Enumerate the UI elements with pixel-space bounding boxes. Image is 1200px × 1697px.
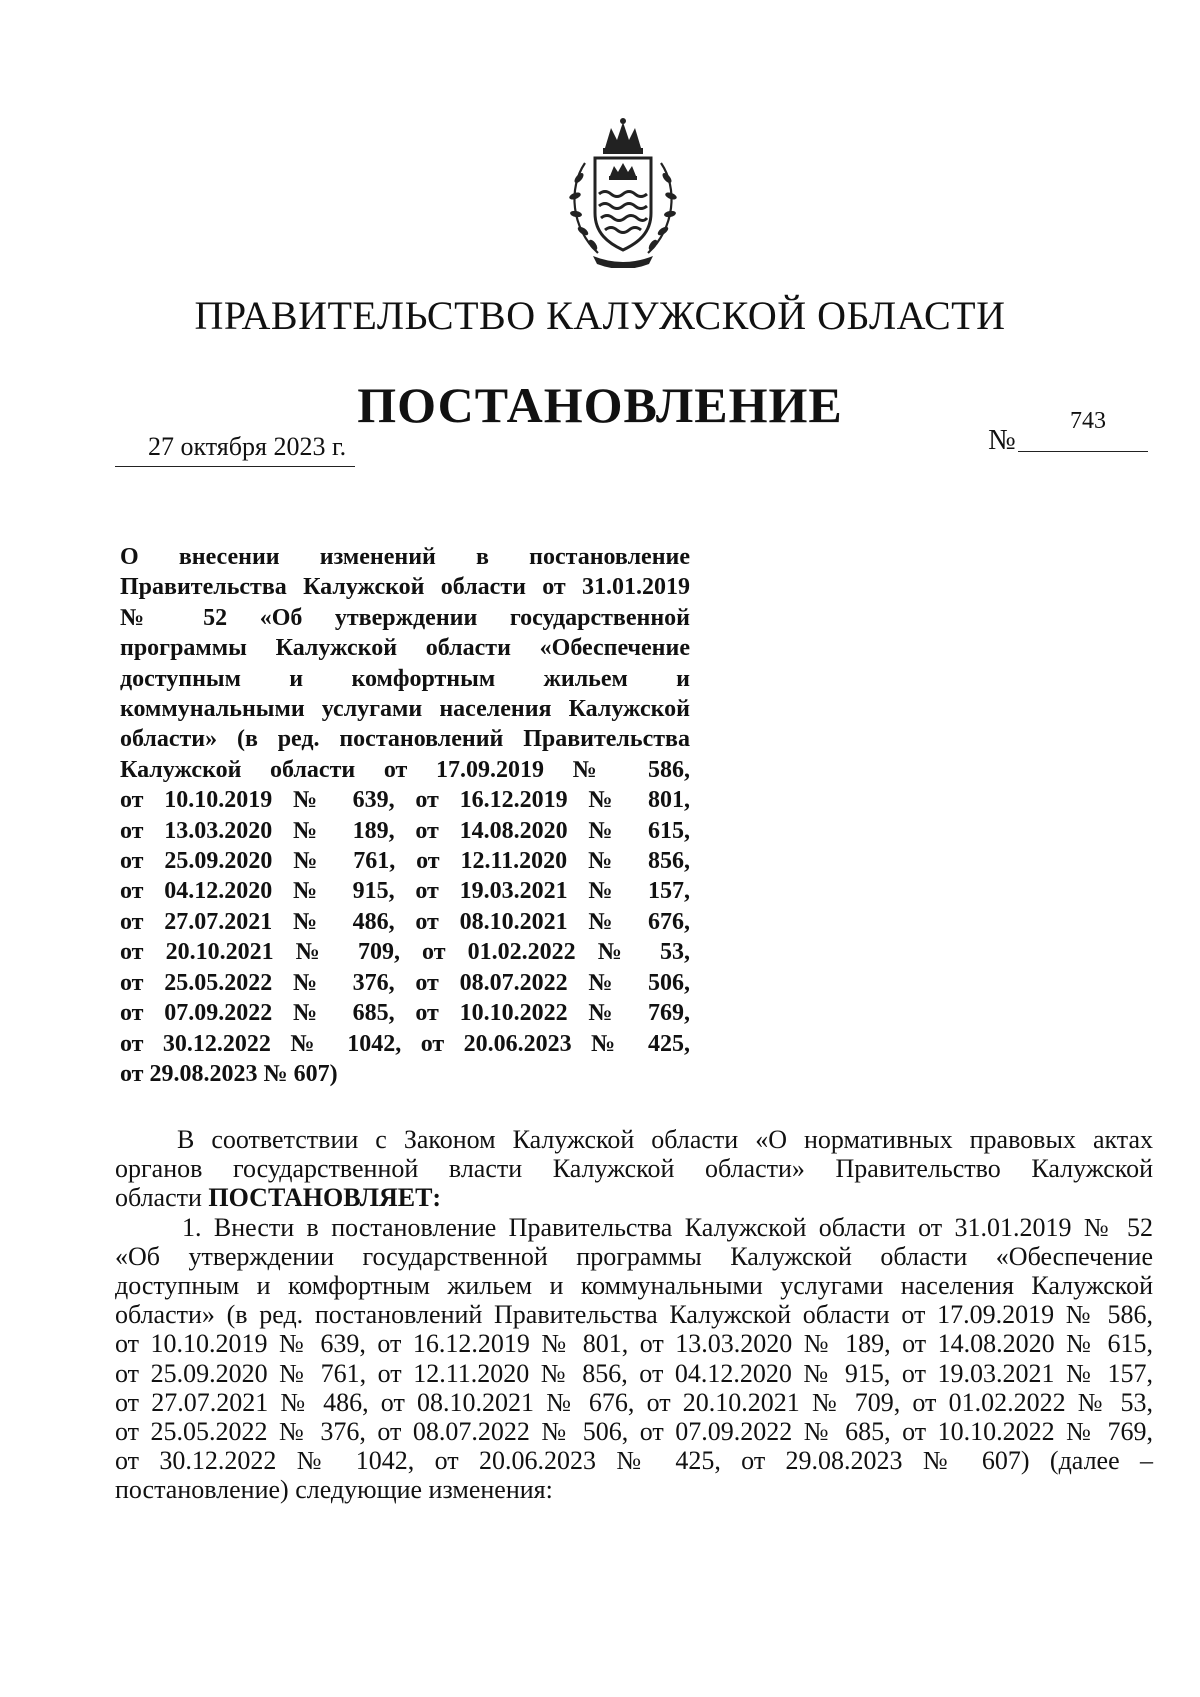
document-subject [120,542,690,1089]
subject-line: от 25.05.2022 № 376, от 08.07.2022 № 506, [120,969,690,996]
preamble-prefix: области [115,1183,202,1213]
subject-line: области» (в ред. постановлений Правительства [120,726,690,753]
preamble-line [115,1183,1153,1212]
document-body [115,1125,1153,1505]
subject-line: от 10.10.2019 № 639, от 16.12.2019 № 801, [120,787,690,814]
item1-line: постановление) следующие изменения: [115,1475,553,1505]
item1-line: от 10.10.2019 № 639, от 16.12.2019 № 801, от 13.03.2020 № 189, от 14.08.2020 № 615, [115,1329,1153,1359]
subject-line: от 13.03.2020 № 189, от 14.08.2020 № 615, [120,817,690,844]
resolves-keyword: ПОСТАНОВЛЯЕТ: [208,1183,442,1213]
document-number: 743 [1070,408,1106,434]
subject-line: программы Калужской области «Обеспечение [120,635,690,662]
subject-line: коммунальными услугами населения Калужской [120,696,690,723]
document-type-title: ПОСТАНОВЛЕНИЕ [357,377,843,433]
subject-line: Калужской области от 17.09.2019 № 586, [120,756,690,783]
government-title: ПРАВИТЕЛЬСТВО КАЛУЖСКОЙ ОБЛАСТИ [194,293,1006,338]
subject-line: от 27.07.2021 № 486, от 08.10.2021 № 676, [120,908,690,935]
item1-line: доступным и комфортным жильем и коммунальными услугами населения Калужской [115,1271,1153,1301]
item1-line: от 30.12.2022 № 1042, от 20.06.2023 № 425, от 29.08.2023 № 607) (далее – [115,1446,1153,1476]
item1-line: 1. Внести в постановление Правительства Калужской области от 31.01.2019 № 52 [182,1212,1153,1242]
preamble-line: органов государственной власти Калужской области» Правительство Калужской [115,1154,1153,1184]
item1-line: «Об утверждении государственной программы Калужской области «Обеспечение [115,1241,1153,1271]
subject-line: от 25.09.2020 № 761, от 12.11.2020 № 856, [120,848,690,875]
subject-line: от 07.09.2022 № 685, от 10.10.2022 № 769, [120,1000,690,1027]
subject-line: О внесении изменений в постановление [120,544,690,570]
subject-line: от 30.12.2022 № 1042, от 20.06.2023 № 425, [120,1030,690,1057]
subject-line: от 20.10.2021 № 709, от 01.02.2022 № 53, [120,939,690,966]
subject-line: от 29.08.2023 № 607) [120,1060,338,1087]
subject-line: доступным и комфортным жильем и [120,665,690,692]
document-date: 27 октября 2023 г. [148,432,347,461]
date-underline [115,466,355,467]
number-underline [1018,451,1148,452]
item1-line: области» (в ред. постановлений Правительства Калужской области от 17.09.2019 № 586, [115,1300,1153,1330]
subject-line: от 04.12.2020 № 915, от 19.03.2021 № 157, [120,878,690,905]
item1-line: от 25.05.2022 № 376, от 08.07.2022 № 506, от 07.09.2022 № 685, от 10.10.2022 № 769, [115,1417,1153,1447]
number-sign: № [988,424,1016,456]
coat-of-arms-icon [563,118,683,268]
subject-line: № 52 «Об утверждении государственной [120,604,690,631]
item1-line: от 25.09.2020 № 761, от 12.11.2020 № 856, от 04.12.2020 № 915, от 19.03.2021 № 157, [115,1358,1153,1388]
preamble-line: В соответствии с Законом Калужской области «О нормативных правовых актах [177,1125,1153,1154]
subject-line: Правительства Калужской области от 31.01.2019 [120,574,690,601]
item1-line: от 27.07.2021 № 486, от 08.10.2021 № 676, от 20.10.2021 № 709, от 01.02.2022 № 53, [115,1387,1153,1417]
